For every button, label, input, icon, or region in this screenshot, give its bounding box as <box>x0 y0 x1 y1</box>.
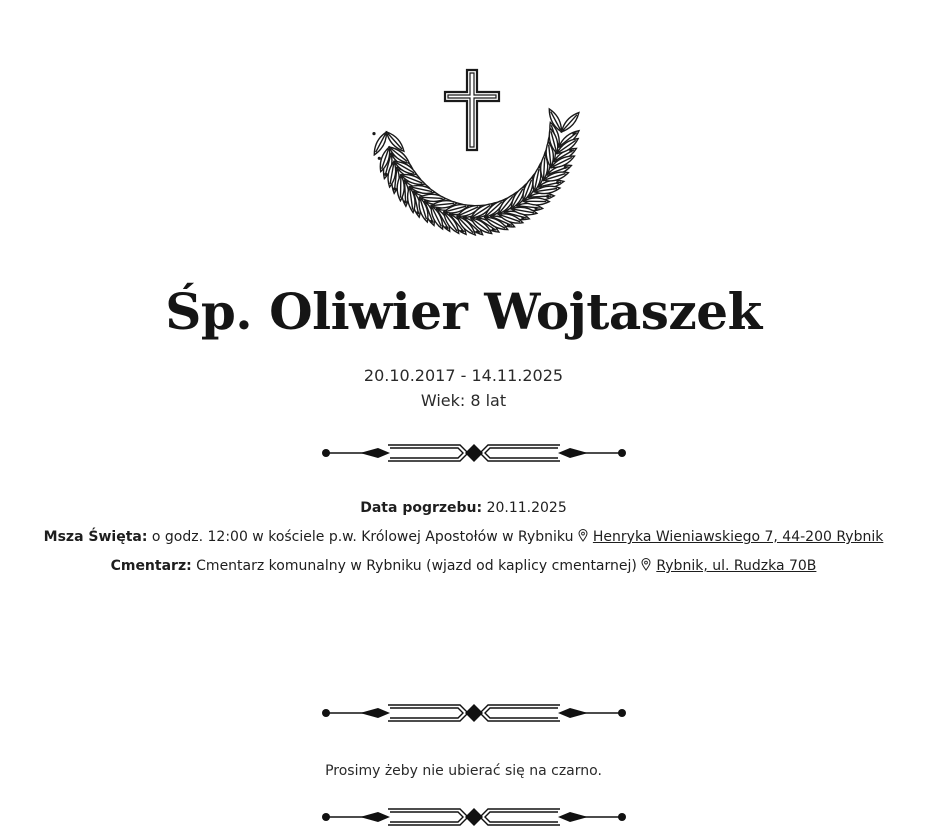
mass-line <box>0 527 927 547</box>
cemetery-text: Cmentarz komunalny w Rybniku (wjazd od kaplicy cmentarnej) <box>196 558 637 574</box>
cemetery-line <box>0 556 927 576</box>
cemetery-address-link[interactable] <box>641 558 816 574</box>
ornament-divider <box>318 806 630 828</box>
deceased-name: Śp. Oliwier Wojtaszek <box>165 282 762 341</box>
mass-address: Henryka Wieniawskiego 7, 44-200 Rybnik <box>592 529 884 545</box>
life-dates: 20.10.2017 - 14.11.2025 <box>363 366 564 385</box>
map-pin-icon <box>641 558 651 571</box>
age-text: Wiek: 8 lat <box>420 391 507 410</box>
mass-address-link[interactable] <box>578 529 883 545</box>
cemetery-label: Cmentarz: <box>110 558 192 574</box>
map-pin-icon <box>578 529 588 542</box>
funeral-date-value: 20.11.2025 <box>486 500 567 516</box>
funeral-date-label: Data pogrzebu: <box>360 500 483 516</box>
dress-code-note: Prosimy żeby nie ubierać się na czarno. <box>325 763 602 779</box>
cemetery-address: Rybnik, ul. Rudzka 70B <box>656 558 817 574</box>
ornament-divider <box>318 442 630 464</box>
laurel-wreath-icon <box>340 10 608 242</box>
ornament-divider <box>318 702 630 724</box>
mass-label: Msza Święta: <box>43 529 148 545</box>
mass-text: o godz. 12:00 w kościele p.w. Królowej Apostołów w Rybniku <box>151 529 574 545</box>
cross-icon <box>445 70 499 150</box>
funeral-date-line <box>0 498 927 518</box>
